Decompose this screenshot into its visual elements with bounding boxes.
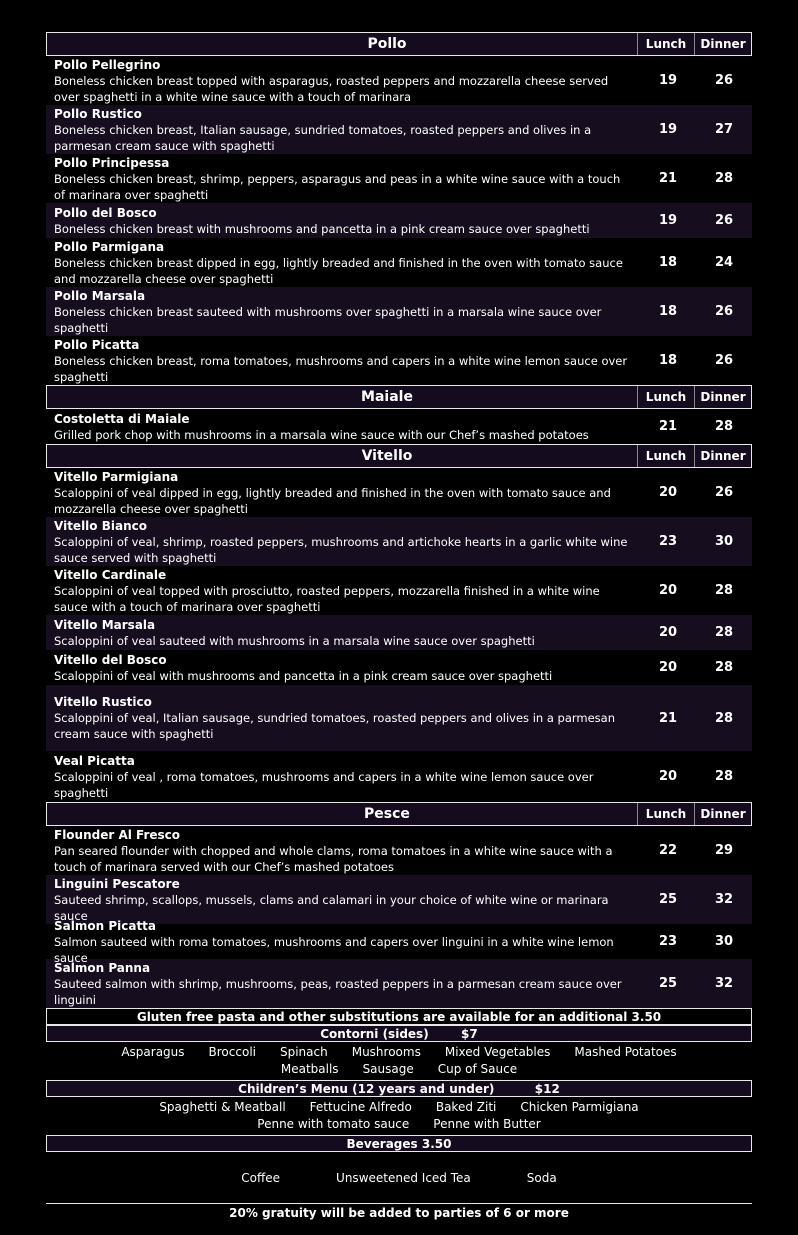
item-text: [46, 825, 640, 877]
item-name: Vitello Rustico: [54, 695, 152, 709]
dinner-price: 28: [714, 583, 734, 598]
section-pollo: [46, 32, 752, 385]
menu-page: [46, 32, 752, 1220]
dinner-price: 28: [714, 171, 734, 186]
menu-item: [46, 615, 752, 650]
menu-item: [46, 959, 752, 1008]
menu-item: [46, 751, 752, 802]
section-title: Pollo: [367, 36, 407, 52]
section-title: Maiale: [361, 389, 413, 405]
menu-item: [46, 566, 752, 615]
side-item: Mushrooms: [351, 1045, 421, 1059]
children-item: Spaghetti & Meatball: [159, 1100, 286, 1114]
section-vitello: [46, 444, 752, 802]
menu-item: [46, 105, 752, 154]
dinner-price: 28: [714, 769, 734, 784]
lunch-price: 18: [658, 255, 678, 270]
dinner-column-header: Dinner: [694, 33, 751, 55]
lunch-price: 23: [658, 934, 678, 949]
dinner-price: 26: [714, 353, 734, 368]
contorni-list: [46, 1042, 752, 1078]
menu-item: [46, 287, 752, 336]
lunch-price: 19: [658, 122, 678, 137]
children-item: Chicken Parmigiana: [520, 1100, 639, 1114]
dinner-column-header: Dinner: [694, 445, 751, 467]
lunch-price: 25: [658, 892, 678, 907]
item-name: Costoletta di Maiale: [54, 411, 190, 426]
beverage-item: Soda: [526, 1171, 557, 1185]
dinner-price: 32: [714, 892, 734, 907]
side-item: Asparagus: [121, 1045, 185, 1059]
dinner-price: 30: [714, 534, 734, 549]
dinner-price: 28: [714, 710, 734, 726]
item-name: Pollo Principessa: [54, 155, 170, 170]
dinner-price: 24: [714, 255, 734, 270]
item-name: Flounder Al Fresco: [54, 827, 181, 842]
item-name: Pollo del Bosco: [54, 205, 157, 220]
item-text: [46, 104, 640, 156]
item-name: Pollo Picatta: [54, 337, 140, 352]
dinner-price: 26: [714, 73, 734, 88]
menu-item: [46, 650, 752, 685]
item-description: Scaloppini of veal with mushrooms and pancetta in a pink cream sauce over spaghetti: [54, 668, 553, 683]
item-description: Scaloppini of veal sauteed with mushrooms in a marsala wine sauce over spaghetti: [54, 633, 535, 648]
contorni-banner: [46, 1025, 752, 1042]
item-name: Vitello Parmigiana: [54, 469, 179, 484]
lunch-price: 20: [658, 625, 678, 640]
item-name: Vitello Bianco: [54, 518, 147, 533]
item-text: [46, 203, 640, 239]
lunch-price: 22: [658, 843, 678, 858]
children-item: Penne with tomato sauce: [257, 1117, 410, 1131]
menu-item: [46, 409, 752, 444]
item-text: [46, 565, 640, 617]
children-item: Fettucine Alfredo: [309, 1100, 412, 1114]
children-item: Baked Ziti: [435, 1100, 497, 1114]
lunch-price: 18: [658, 304, 678, 319]
children-title: Children’s Menu (12 years and under): [238, 1082, 495, 1096]
side-item: Broccoli: [208, 1045, 256, 1059]
item-text: [46, 516, 640, 568]
lunch-price: 23: [658, 534, 678, 549]
side-item: Sausage: [362, 1062, 414, 1076]
lunch-price: 18: [658, 353, 678, 368]
dinner-price: 26: [714, 213, 734, 228]
menu-item: [46, 685, 752, 751]
section-title: Pesce: [364, 806, 410, 822]
contorni-row-1: [46, 1044, 752, 1061]
lunch-price: 19: [658, 213, 678, 228]
children-list: [46, 1097, 752, 1133]
dinner-price: 28: [714, 419, 734, 434]
lunch-column-header: Lunch: [637, 803, 694, 825]
menu-item: [46, 56, 752, 105]
section-header: [46, 444, 752, 468]
item-text: [46, 958, 640, 1010]
item-text: [46, 409, 640, 445]
side-item: Meatballs: [280, 1062, 339, 1076]
menu-item: [46, 517, 752, 566]
section-title: Vitello: [361, 448, 413, 464]
dinner-price: 28: [714, 660, 734, 675]
children-banner: [46, 1080, 752, 1097]
beverages-list: [46, 1152, 752, 1203]
item-description: Scaloppini of veal topped with prosciutto, roasted peppers, mozzarella finished in a white wine sauce with a touch of marinara over spaghetti: [54, 583, 600, 614]
item-description: Boneless chicken breast dipped in egg, lightly breaded and finished in the oven with tomato sauce and mozzarella cheese over spaghetti: [54, 255, 623, 286]
item-text: [46, 55, 640, 107]
item-description: Boneless chicken breast topped with asparagus, roasted peppers and mozzarella cheese served over spaghetti in a white wine sauce with a touch of marinara: [54, 73, 609, 104]
gluten-note: Gluten free pasta and other substitutions are available for an additional 3.50: [46, 1008, 752, 1025]
item-description: Boneless chicken breast sauteed with mushrooms over spaghetti in a marsala wine sauce over spaghetti: [54, 304, 602, 335]
menu-item: [46, 918, 752, 965]
lunch-column-header: Lunch: [637, 33, 694, 55]
item-description: Sauteed shrimp, scallops, mussels, clams and calamari in your choice of white wine or marinara sauce: [54, 892, 609, 923]
dinner-price: 26: [714, 304, 734, 319]
side-item: Spinach: [279, 1045, 328, 1059]
section-header: [46, 32, 752, 56]
section-pesce: [46, 802, 752, 1008]
lunch-price: 21: [658, 171, 678, 186]
item-description: Scaloppini of veal , roma tomatoes, mushrooms and capers in a white wine lemon sauce over spaghetti: [54, 769, 594, 800]
item-name: Pollo Parmigana: [54, 239, 165, 254]
item-description: Scaloppini of veal, Italian sausage, sundried tomatoes, roasted peppers and olives in a parmesan cream sauce with spaghetti: [54, 711, 616, 741]
dinner-column-header: Dinner: [694, 803, 751, 825]
children-price: $12: [534, 1082, 560, 1096]
item-text: [46, 467, 640, 519]
item-text: [46, 286, 640, 338]
item-description: Pan seared flounder with chopped and whole clams, roma tomatoes in a white wine sauce with a touch of marinara served with our Chef’s mashed potatoes: [54, 843, 613, 874]
menu-item: [46, 826, 752, 875]
section-header: [46, 385, 752, 409]
dinner-price: 27: [714, 122, 734, 137]
children-item: Penne with Butter: [433, 1117, 541, 1131]
menu-item: [46, 238, 752, 287]
menu-item: [46, 336, 752, 385]
item-text: [46, 751, 640, 803]
item-text: [46, 335, 640, 387]
menu-item: [46, 154, 752, 203]
lunch-price: 20: [658, 660, 678, 675]
item-description: Sauteed salmon with shrimp, mushrooms, peas, roasted peppers in a parmesan cream sauce over linguini: [54, 976, 622, 1007]
dinner-price: 30: [714, 934, 734, 949]
menu-item: [46, 203, 752, 238]
item-text: [46, 615, 640, 651]
section-maiale: [46, 385, 752, 444]
item-name: Vitello del Bosco: [54, 652, 167, 667]
item-text: [46, 692, 640, 744]
item-description: Boneless chicken breast with mushrooms and pancetta in a pink cream sauce over spaghetti: [54, 221, 590, 236]
item-description: Scaloppini of veal, shrimp, roasted peppers, mushrooms and artichoke hearts in a garlic white wine sauce served with spaghetti: [54, 534, 628, 565]
contorni-price: $7: [461, 1027, 478, 1041]
item-name: Linguini Pescatore: [54, 876, 180, 891]
contorni-row-2: [46, 1061, 752, 1078]
item-name: Salmon Picatta: [54, 918, 157, 933]
item-name: Pollo Pellegrino: [54, 57, 161, 72]
dinner-column-header: Dinner: [694, 386, 751, 408]
item-description: Scaloppini of veal dipped in egg, lightly breaded and finished in the oven with tomato sauce and mozzarella cheese over spaghetti: [54, 485, 611, 516]
item-name: Pollo Rustico: [54, 106, 142, 121]
lunch-price: 20: [658, 485, 678, 500]
children-row-1: [46, 1099, 752, 1116]
lunch-price: 19: [658, 73, 678, 88]
dinner-price: 28: [714, 625, 734, 640]
item-text: [46, 650, 640, 686]
lunch-price: 21: [658, 710, 678, 726]
lunch-price: 20: [658, 769, 678, 784]
item-description: Boneless chicken breast, shrimp, peppers, asparagus and peas in a white wine sauce with a touch of marinara over spaghetti: [54, 171, 621, 202]
side-item: Cup of Sauce: [437, 1062, 518, 1076]
item-name: Salmon Panna: [54, 960, 151, 975]
contorni-title: Contorni (sides): [320, 1027, 429, 1041]
item-name: Vitello Cardinale: [54, 567, 167, 582]
side-item: Mashed Potatoes: [574, 1045, 677, 1059]
menu-item: [46, 468, 752, 517]
lunch-column-header: Lunch: [637, 445, 694, 467]
item-name: Veal Picatta: [54, 753, 135, 768]
dinner-price: 32: [714, 976, 734, 991]
item-text: [46, 237, 640, 289]
item-description: Boneless chicken breast, roma tomatoes, mushrooms and capers in a white wine lemon sauce over spaghetti: [54, 353, 628, 384]
beverage-item: Coffee: [241, 1171, 281, 1185]
item-name: Pollo Marsala: [54, 288, 146, 303]
lunch-column-header: Lunch: [637, 386, 694, 408]
item-description: Grilled pork chop with mushrooms in a marsala wine sauce with our Chef’s mashed potatoes: [54, 427, 589, 442]
beverages-banner: Beverages 3.50: [46, 1135, 752, 1152]
side-item: Mixed Vegetables: [444, 1045, 551, 1059]
beverage-item: Unsweetened Iced Tea: [336, 1171, 471, 1185]
dinner-price: 26: [714, 485, 734, 500]
lunch-price: 20: [658, 583, 678, 598]
lunch-price: 25: [658, 976, 678, 991]
item-name: Vitello Marsala: [54, 617, 156, 632]
lunch-price: 21: [658, 419, 678, 434]
item-text: [46, 153, 640, 205]
dinner-price: 29: [714, 843, 734, 858]
item-description: Salmon sauteed with roma tomatoes, mushrooms and capers over linguini in a white wine lemon sauce: [54, 934, 614, 965]
gratuity-note: 20% gratuity will be added to parties of 6 or more: [46, 1203, 752, 1220]
section-header: [46, 802, 752, 826]
children-row-2: [46, 1116, 752, 1133]
item-description: Boneless chicken breast, Italian sausage, sundried tomatoes, roasted peppers and olives in a parmesan cream sauce with spaghetti: [54, 122, 592, 153]
